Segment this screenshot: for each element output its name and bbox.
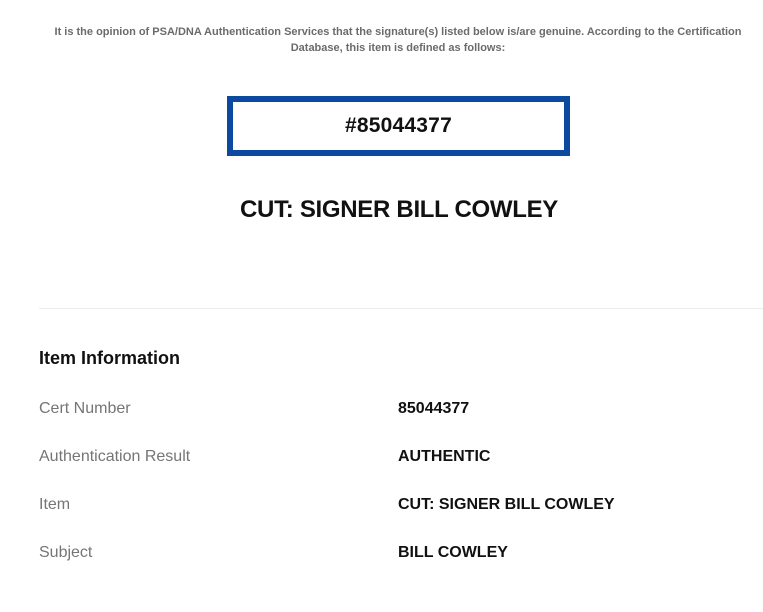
item-row [39,488,739,536]
subject-row [39,536,739,584]
cert-number-label: Cert Number [39,400,131,417]
cert-number-box: #85044377 [227,96,570,156]
item-title: CUT: SIGNER BILL COWLEY [240,196,558,223]
item-value: CUT: SIGNER BILL COWLEY [398,496,615,513]
authentication-result-row [39,440,739,488]
subject-label: Subject [39,544,93,561]
subject-value: BILL COWLEY [398,544,508,561]
authentication-notice: It is the opinion of PSA/DNA Authentication Services that the signature(s) listed below is/are genuine. According to the Certification Database, this item is defined as follows: [54,26,742,54]
authentication-result-label: Authentication Result [39,448,191,465]
cert-number-row [39,392,739,440]
item-information-heading: Item Information [39,348,181,368]
item-label: Item [39,496,71,513]
section-divider [39,308,763,309]
authentication-result-value: AUTHENTIC [398,448,491,465]
item-information-table [39,392,739,584]
cert-number-value: 85044377 [398,400,470,417]
